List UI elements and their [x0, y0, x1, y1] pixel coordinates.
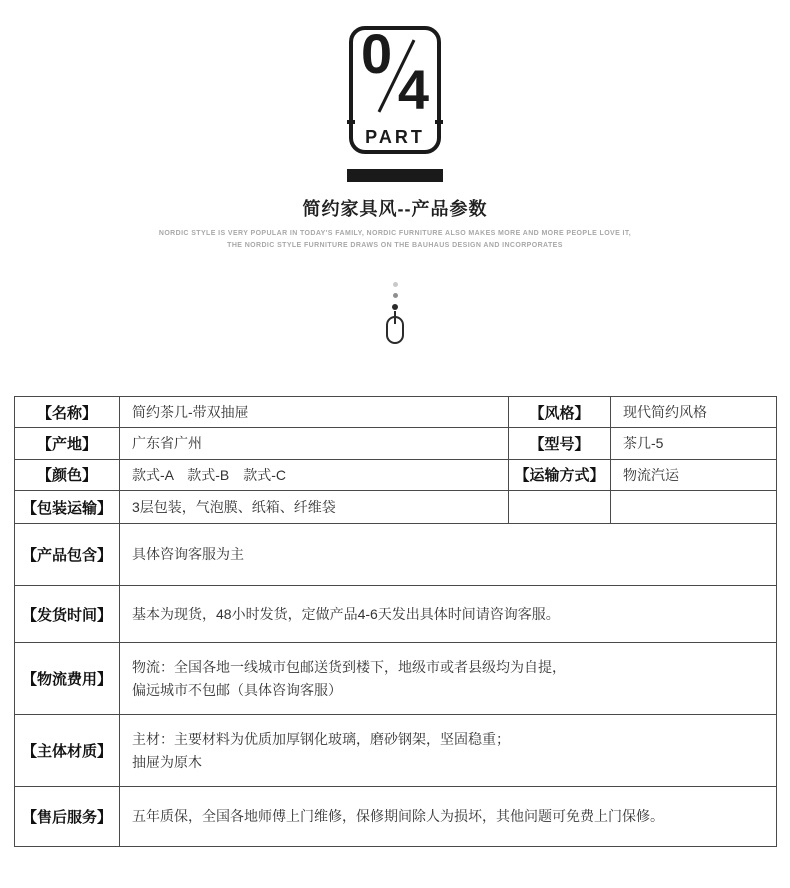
spec-label-name: 【名称】: [15, 397, 120, 428]
material-line-1: 主材：主要材料为优质加厚钢化玻璃，磨砂钢架，坚固稳重；: [132, 731, 510, 748]
spec-label-includes: 【产品包含】: [15, 524, 120, 586]
spec-value-includes: 具体咨询客服为主: [120, 524, 777, 586]
spec-label-shipping-method: 【运输方式】: [509, 459, 611, 490]
spec-value-material: [120, 715, 777, 787]
table-row: [15, 459, 777, 490]
spec-label-packaging: 【包装运输】: [15, 491, 120, 524]
table-row: [15, 491, 777, 524]
scroll-dot-2: [393, 293, 398, 298]
spec-value-delivery-time: 基本为现货，48小时发货，定做产品4-6天发出具体时间请咨询客服。: [120, 586, 777, 643]
empty-cell: [509, 491, 611, 524]
part-04-badge: [349, 22, 441, 154]
subtitle-line-2: THE NORDIC STYLE FURNITURE DRAWS ON THE BAUHAUS DESIGN AND INCORPORATES: [227, 241, 563, 249]
spec-label-origin: 【产地】: [15, 428, 120, 459]
spec-label-model: 【型号】: [509, 428, 611, 459]
product-spec-table: [14, 396, 777, 847]
spec-label-material: 【主体材质】: [15, 715, 120, 787]
section-title: 简约家具风--产品参数: [302, 199, 488, 219]
spec-label-logistics-fee: 【物流费用】: [15, 643, 120, 715]
part-badge-frame: [349, 22, 441, 154]
material-line-2: 抽屉为原木: [132, 753, 202, 770]
badge-right-notch: [435, 120, 443, 124]
part-digit-four: 4: [397, 58, 429, 121]
table-row: [15, 643, 777, 715]
spec-value-shipping-method: 物流汽运: [611, 459, 777, 490]
spec-label-color: 【颜色】: [15, 459, 120, 490]
subtitle-line-1: NORDIC STYLE IS VERY POPULAR IN TODAY'S FAMILY, NORDIC FURNITURE ALSO MAKES MORE AND MORE PEOPLE LOVE IT,: [158, 230, 632, 237]
table-row: [15, 586, 777, 643]
badge-left-notch: [347, 120, 355, 124]
table-row: [15, 787, 777, 847]
table-row: [15, 397, 777, 428]
spec-value-model: 茶几-5: [611, 428, 777, 459]
scroll-dot-1: [393, 282, 398, 287]
mouse-wheel-icon: [394, 311, 396, 324]
scroll-dots: [0, 282, 790, 310]
empty-cell: [611, 491, 777, 524]
part-label: PART: [365, 127, 425, 147]
spec-value-name: 简约茶几-带双抽屉: [120, 397, 509, 428]
table-row: [15, 428, 777, 459]
mouse-scroll-icon: [386, 316, 404, 344]
table-row: [15, 524, 777, 586]
table-row: [15, 715, 777, 787]
logistics-fee-line-2: 偏远城市不包邮（具体咨询客服）: [132, 681, 342, 698]
scroll-dot-3: [392, 304, 398, 310]
spec-value-origin: 广东省广州: [120, 428, 509, 459]
spec-label-style: 【风格】: [509, 397, 611, 428]
spec-value-style: 现代简约风格: [611, 397, 777, 428]
spec-label-after-sales: 【售后服务】: [15, 787, 120, 847]
logistics-fee-line-1: 物流：全国各地一线城市包邮送货到楼下，地级市或者县级均为自提，: [132, 659, 566, 676]
spec-value-packaging: 3层包装，气泡膜、纸箱、纤维袋: [120, 491, 509, 524]
divider-bar: [347, 169, 443, 182]
part-digit-zero: 0: [361, 22, 393, 85]
spec-label-delivery-time: 【发货时间】: [15, 586, 120, 643]
spec-value-color: 款式-A 款式-B 款式-C: [120, 459, 509, 490]
section-subtitle: [0, 228, 790, 252]
spec-value-after-sales: 五年质保，全国各地师傅上门维修，保修期间除人为损坏，其他问题可免费上门保修。: [120, 787, 777, 847]
spec-value-logistics-fee: [120, 643, 777, 715]
